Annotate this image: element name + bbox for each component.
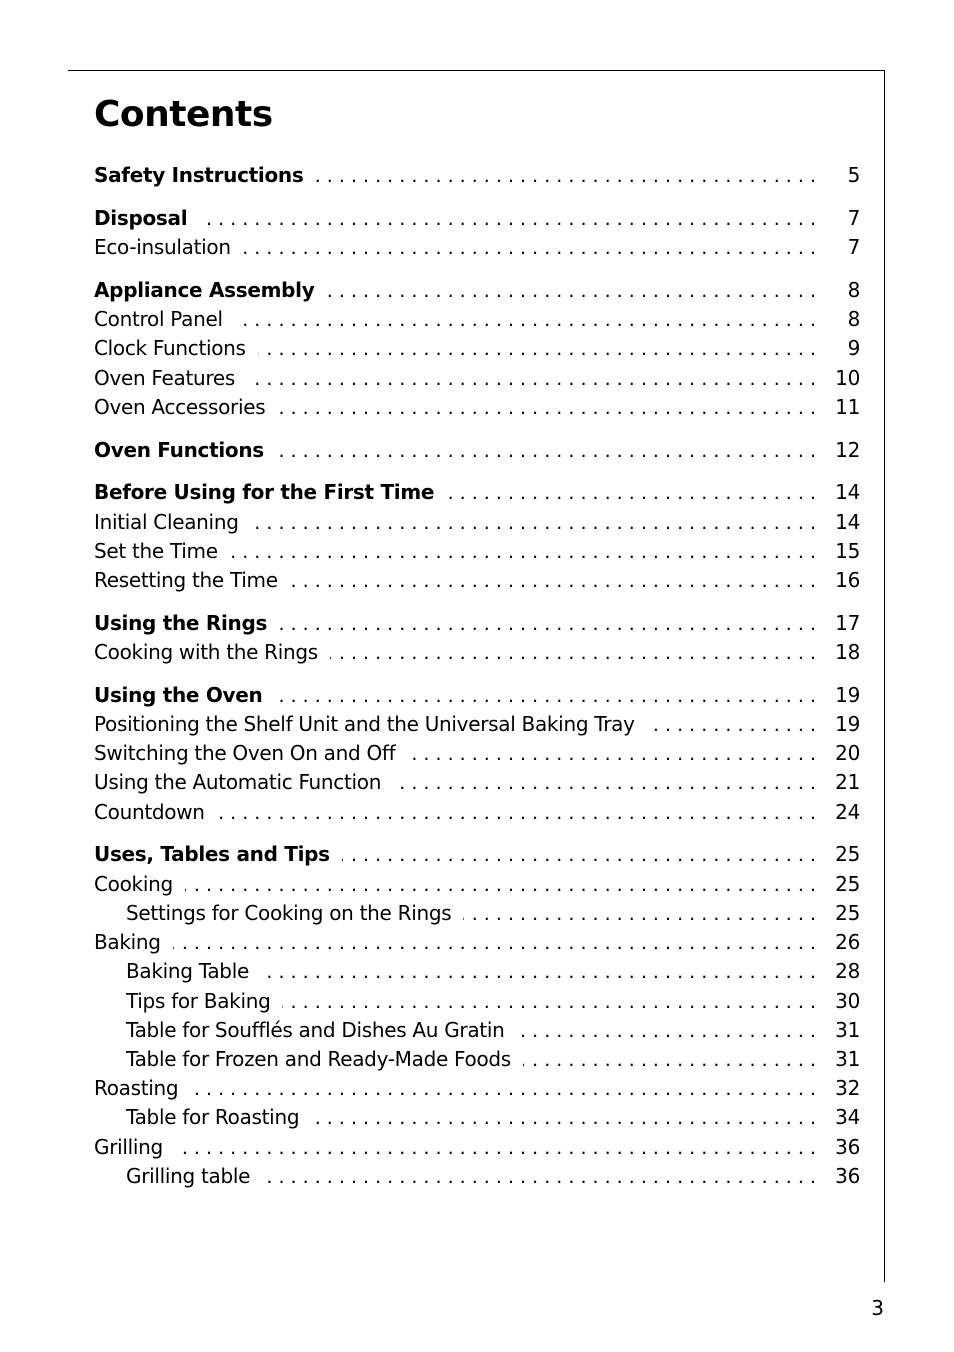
toc-entry-page: 21 <box>835 770 860 794</box>
toc-entry-label: Disposal <box>94 206 188 230</box>
toc-entry-label: Cooking <box>94 872 173 896</box>
dot-leader <box>393 769 824 798</box>
toc-entry-page: 36 <box>835 1164 860 1188</box>
toc-entry[interactable] <box>94 537 860 566</box>
toc-entry-label: Initial Cleaning <box>94 510 239 534</box>
toc-entry[interactable] <box>94 1016 860 1045</box>
dot-leader <box>647 711 824 740</box>
toc-entry-label: Eco-insulation <box>94 235 231 259</box>
toc-entry-page: 8 <box>847 307 860 331</box>
dot-leader <box>342 841 824 870</box>
toc-entry[interactable] <box>94 566 860 595</box>
dot-leader <box>261 958 824 987</box>
toc-entry-page: 19 <box>835 683 860 707</box>
toc-entry-label: Oven Accessories <box>94 395 266 419</box>
toc-entry-page: 5 <box>847 163 860 187</box>
toc-entry[interactable] <box>94 233 860 262</box>
toc-entry-page: 26 <box>835 930 860 954</box>
toc-entry-label: Countdown <box>94 800 205 824</box>
toc-entry-page: 19 <box>835 712 860 736</box>
toc-entry-label: Oven Functions <box>94 438 264 462</box>
dot-leader <box>173 929 824 958</box>
toc-entry[interactable] <box>94 798 860 827</box>
toc-entry[interactable] <box>94 276 860 305</box>
toc-entry-label: Before Using for the First Time <box>94 480 435 504</box>
toc-entry[interactable] <box>94 436 860 465</box>
toc-entry-label: Grilling <box>94 1135 163 1159</box>
toc-entry[interactable] <box>94 1162 860 1191</box>
dot-leader <box>277 394 824 423</box>
page-number: 3 <box>871 1296 884 1320</box>
dot-leader <box>262 1163 824 1192</box>
dot-leader <box>217 799 824 828</box>
toc-entry-label: Baking <box>94 930 161 954</box>
dot-leader <box>190 1075 824 1104</box>
dot-leader <box>330 639 824 668</box>
toc-entry-label: Cooking with the Rings <box>94 640 318 664</box>
toc-entry-page: 20 <box>835 741 860 765</box>
toc-entry-page: 12 <box>835 438 860 462</box>
toc-entry[interactable] <box>94 638 860 667</box>
toc-entry[interactable] <box>94 161 860 190</box>
toc-entry-label: Table for Roasting <box>126 1105 300 1129</box>
toc-entry-page: 14 <box>835 510 860 534</box>
dot-leader <box>276 437 824 466</box>
toc-entry-label: Table for Frozen and Ready-Made Foods <box>126 1047 511 1071</box>
dot-leader <box>199 205 824 234</box>
toc-entry-page: 7 <box>847 206 860 230</box>
dot-leader <box>282 988 824 1017</box>
toc-entry-page: 36 <box>835 1135 860 1159</box>
toc-entry[interactable] <box>94 1074 860 1103</box>
toc-entry[interactable] <box>94 1045 860 1074</box>
toc-entry-label: Baking Table <box>126 959 249 983</box>
toc-entry-page: 25 <box>835 901 860 925</box>
dot-leader <box>315 162 824 191</box>
dot-leader <box>516 1017 824 1046</box>
toc-entry-page: 11 <box>835 395 860 419</box>
toc-entry-label: Clock Functions <box>94 336 246 360</box>
dot-leader <box>247 365 824 394</box>
toc-entry[interactable] <box>94 840 860 869</box>
toc-entry[interactable] <box>94 710 860 739</box>
toc-entry-label: Uses, Tables and Tips <box>94 842 330 866</box>
dot-leader <box>275 682 825 711</box>
toc-entry[interactable] <box>94 987 860 1016</box>
dot-leader <box>407 740 824 769</box>
dot-leader <box>446 479 824 508</box>
toc-entry-page: 25 <box>835 842 860 866</box>
toc-entry-label: Appliance Assembly <box>94 278 315 302</box>
toc-entry-label: Safety Instructions <box>94 163 304 187</box>
toc-entry-label: Roasting <box>94 1076 179 1100</box>
toc-entry[interactable] <box>94 1133 860 1162</box>
toc-entry-label: Using the Rings <box>94 611 268 635</box>
dot-leader <box>251 509 824 538</box>
toc-entry-page: 34 <box>835 1105 860 1129</box>
dot-leader <box>463 900 824 929</box>
toc-entry[interactable] <box>94 1103 860 1132</box>
toc-entry[interactable] <box>94 204 860 233</box>
dot-leader <box>235 306 824 335</box>
toc-entry-label: Table for Soufflés and Dishes Au Gratin <box>126 1018 505 1042</box>
dot-leader <box>243 234 824 263</box>
toc-entry-page: 30 <box>835 989 860 1013</box>
table-of-contents <box>94 0 860 1352</box>
toc-entry-page: 10 <box>835 366 860 390</box>
dot-leader <box>290 567 824 596</box>
dot-leader <box>326 277 824 306</box>
page-title: Contents <box>94 94 273 135</box>
toc-entry-label: Control Panel <box>94 307 223 331</box>
toc-entry-label: Tips for Baking <box>126 989 271 1013</box>
toc-entry[interactable] <box>94 928 860 957</box>
toc-entry[interactable] <box>94 478 860 507</box>
toc-entry-page: 28 <box>835 959 860 983</box>
toc-entry-page: 9 <box>847 336 860 360</box>
dot-leader <box>523 1046 824 1075</box>
toc-entry-label: Switching the Oven On and Off <box>94 741 396 765</box>
dot-leader <box>258 335 824 364</box>
toc-entry[interactable] <box>94 334 860 363</box>
toc-entry-page: 31 <box>835 1018 860 1042</box>
toc-entry-page: 25 <box>835 872 860 896</box>
toc-entry[interactable] <box>94 957 860 986</box>
toc-entry[interactable] <box>94 364 860 393</box>
toc-entry-label: Set the Time <box>94 539 218 563</box>
toc-entry-label: Grilling table <box>126 1164 251 1188</box>
toc-entry-label: Resetting the Time <box>94 568 278 592</box>
toc-entry[interactable] <box>94 899 860 928</box>
toc-entry[interactable] <box>94 305 860 334</box>
toc-entry[interactable] <box>94 681 860 710</box>
right-rule <box>884 70 885 1282</box>
dot-leader <box>279 610 824 639</box>
dot-leader <box>175 1134 824 1163</box>
toc-entry-page: 17 <box>835 611 860 635</box>
toc-entry-page: 31 <box>835 1047 860 1071</box>
toc-entry-page: 32 <box>835 1076 860 1100</box>
toc-entry-label: Using the Oven <box>94 683 263 707</box>
toc-entry-page: 8 <box>847 278 860 302</box>
toc-entry-label: Oven Features <box>94 366 236 390</box>
toc-entry-label: Using the Automatic Function <box>94 770 382 794</box>
toc-entry[interactable] <box>94 768 860 797</box>
toc-entry-page: 15 <box>835 539 860 563</box>
toc-entry[interactable] <box>94 393 860 422</box>
toc-entry[interactable] <box>94 508 860 537</box>
toc-entry[interactable] <box>94 870 860 899</box>
toc-entry-page: 24 <box>835 800 860 824</box>
dot-leader <box>311 1104 824 1133</box>
toc-entry-page: 18 <box>835 640 860 664</box>
dot-leader <box>230 538 824 567</box>
toc-entry-label: Settings for Cooking on the Rings <box>126 901 452 925</box>
toc-entry-page: 14 <box>835 480 860 504</box>
toc-entry-label: Positioning the Shelf Unit and the Universal Baking Tray <box>94 712 635 736</box>
toc-entry[interactable] <box>94 739 860 768</box>
toc-entry-page: 7 <box>847 235 860 259</box>
dot-leader <box>185 871 824 900</box>
toc-entry-page: 16 <box>835 568 860 592</box>
toc-entry[interactable] <box>94 609 860 638</box>
